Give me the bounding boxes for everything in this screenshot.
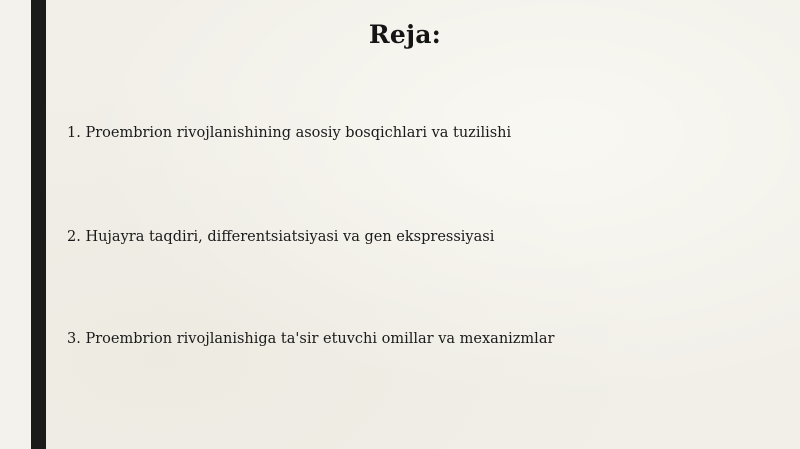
left-margin-strip — [0, 0, 31, 449]
list-item: 1. Proembrion rivojlanishining asosiy bosqichlari va tuzilishi — [67, 125, 512, 141]
list-item: 2. Hujayra taqdiri, differentsiatsiyasi va gen ekspressiyasi — [67, 229, 495, 245]
list-item: 3. Proembrion rivojlanishiga ta'sir etuvchi omillar va mexanizmlar — [67, 331, 555, 347]
slide-title: Reja: — [368, 20, 442, 49]
accent-bar — [31, 0, 46, 449]
